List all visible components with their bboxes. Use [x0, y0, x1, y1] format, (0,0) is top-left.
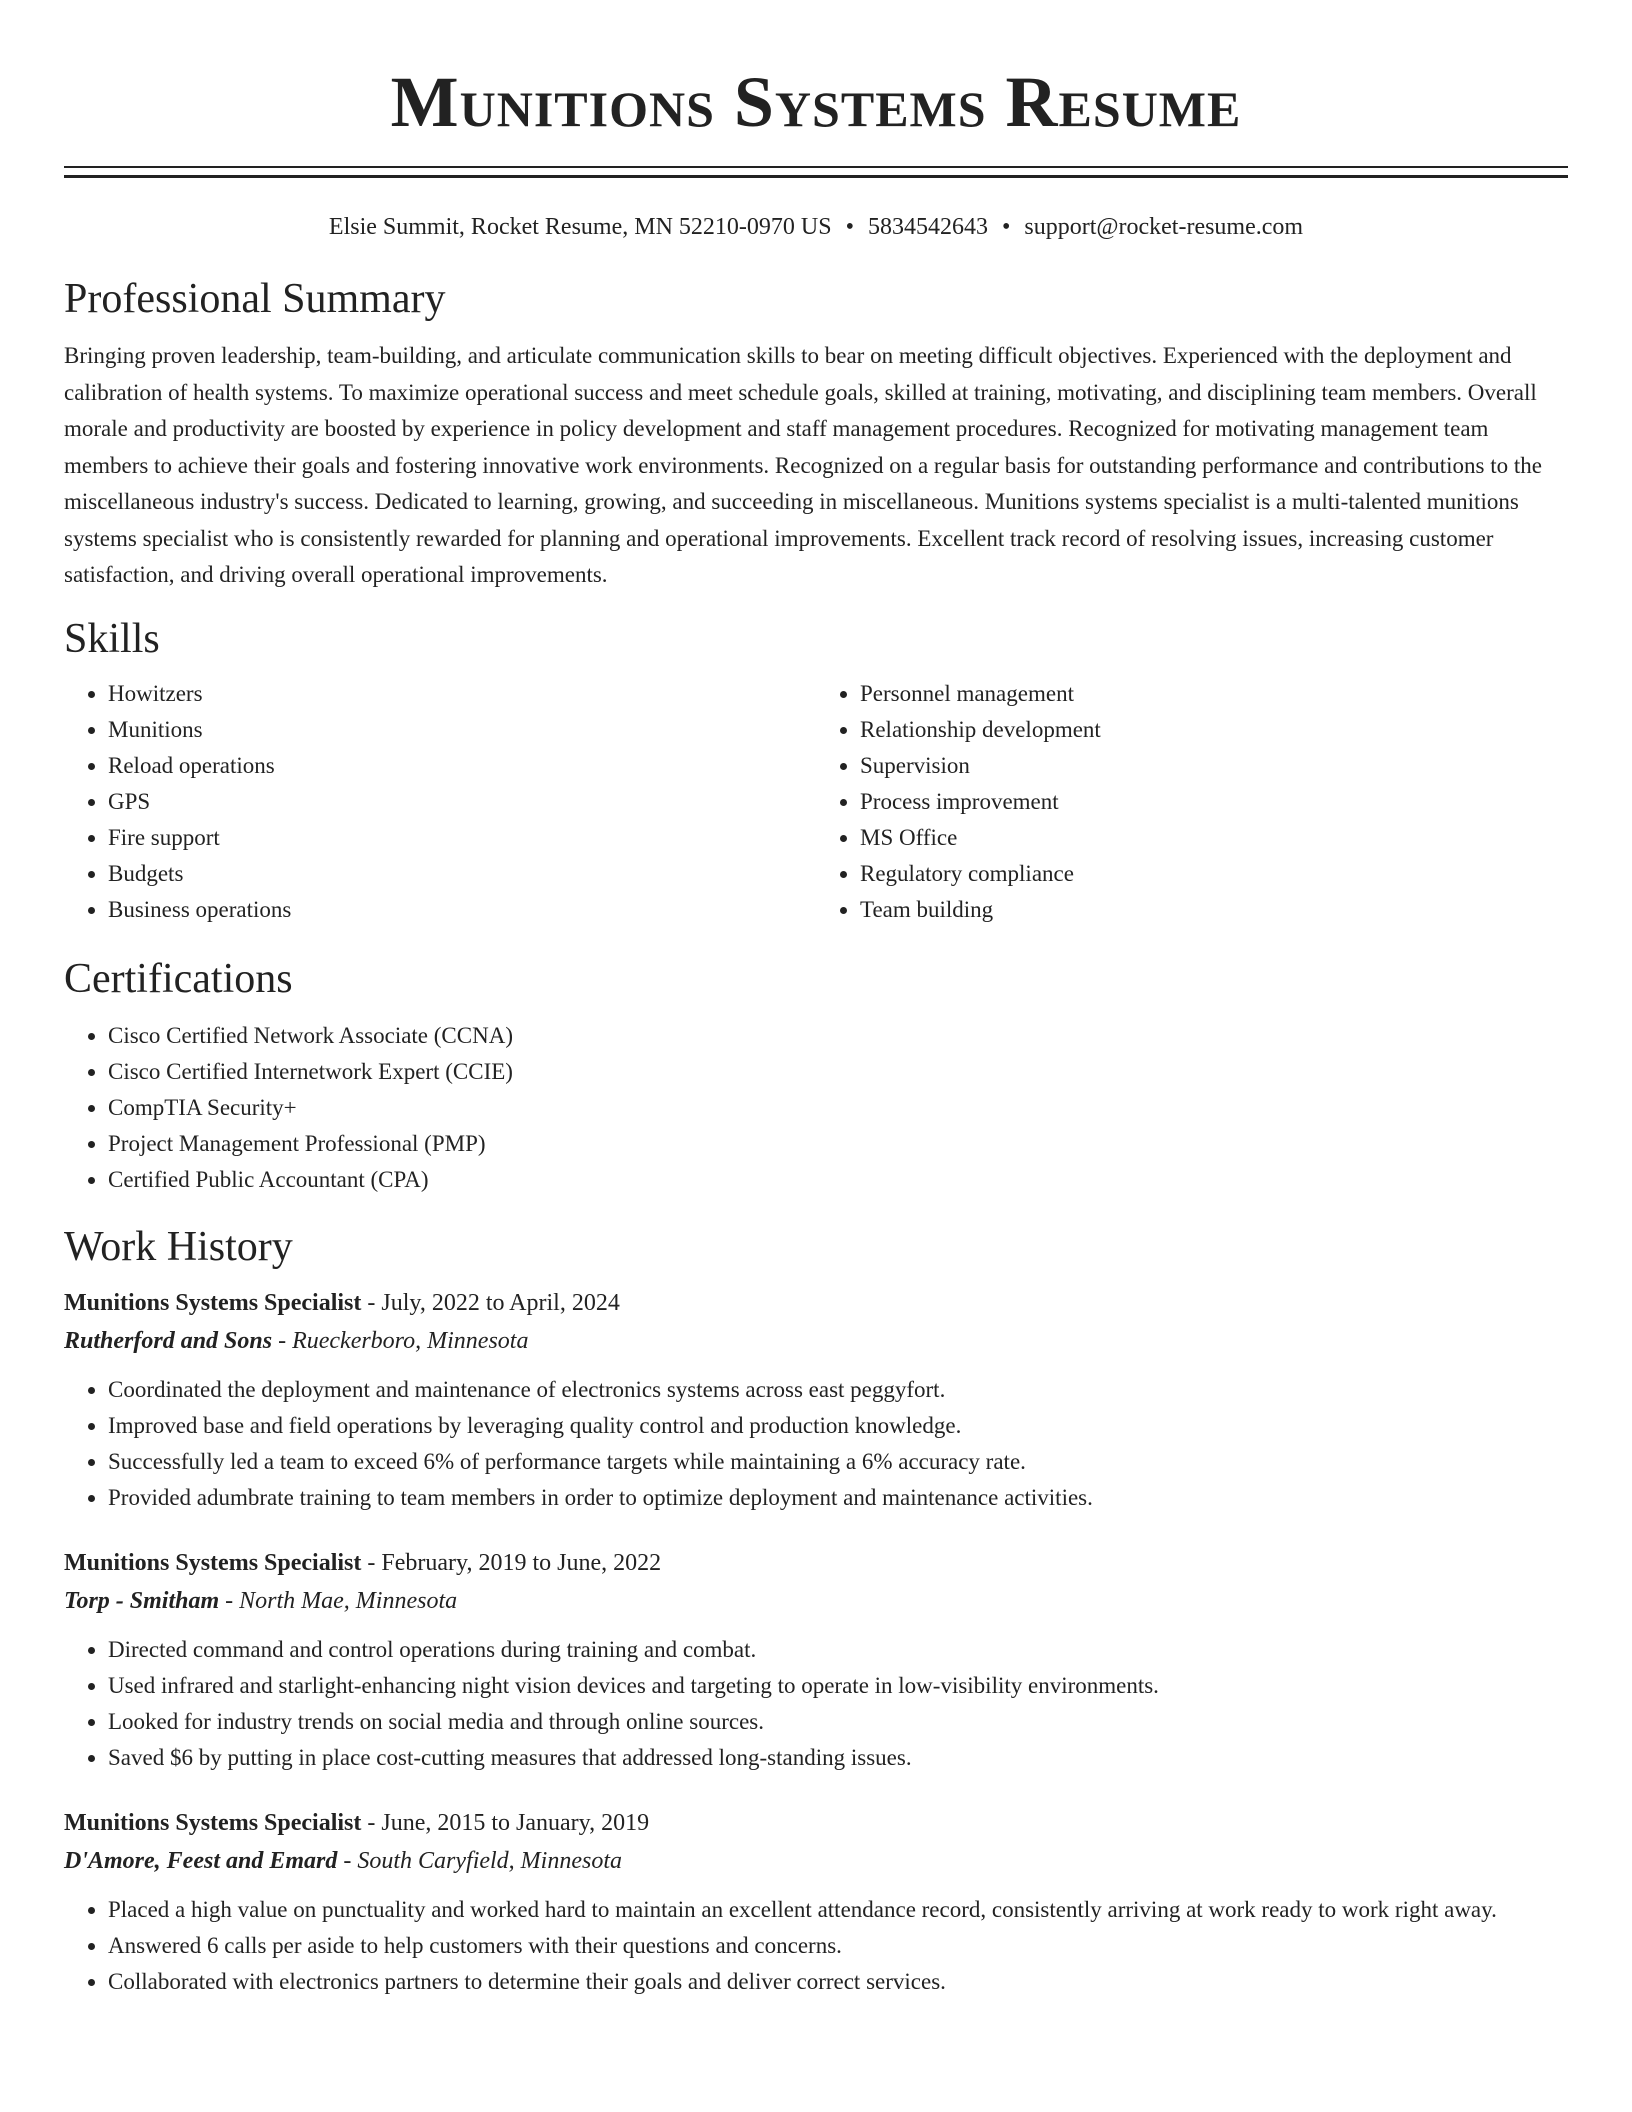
- skill-item: • GPS: [108, 784, 816, 820]
- contact-email: support@rocket-resume.com: [1024, 214, 1304, 240]
- contact-line: [64, 212, 1568, 242]
- certification-item: • Certified Public Accountant (CPA): [108, 1162, 1568, 1198]
- skill-item: • Business operations: [108, 892, 816, 928]
- divider-line-bottom: [64, 175, 1568, 178]
- job-dates: - February, 2019 to June, 2022: [361, 1549, 662, 1576]
- job-company: Torp - Smitham: [64, 1587, 220, 1614]
- title-divider: [64, 166, 1568, 178]
- job-bullet: • Successfully led a team to exceed 6% of performance targets while maintaining a 6% accuracy rate.: [108, 1444, 1568, 1480]
- job-company-line: [64, 1842, 1568, 1880]
- skill-item: • Budgets: [108, 856, 816, 892]
- job-bullet: • Answered 6 calls per aside to help customers with their questions and concerns.: [108, 1928, 1568, 1964]
- certification-item: • Cisco Certified Network Associate (CCNA): [108, 1018, 1568, 1054]
- job-entry: [64, 1284, 1568, 1516]
- certifications-list: [64, 1018, 1568, 1198]
- skill-item: • Reload operations: [108, 748, 816, 784]
- certification-item: • CompTIA Security+: [108, 1090, 1568, 1126]
- job-entry: [64, 1544, 1568, 1776]
- job-bullets: [64, 1632, 1568, 1776]
- contact-phone: 5834542643: [867, 214, 988, 240]
- job-bullet: • Improved base and field operations by leveraging quality control and production knowledge.: [108, 1408, 1568, 1444]
- contact-separator: •: [1001, 214, 1011, 240]
- certifications-heading: Certifications: [64, 955, 293, 1002]
- contact-separator: •: [845, 214, 854, 240]
- skills-column-left: [64, 676, 816, 928]
- job-dates: - July, 2022 to April, 2024: [361, 1289, 620, 1316]
- job-bullets: [64, 1372, 1568, 1516]
- skills-list: [64, 676, 1568, 928]
- skill-item: • Process improvement: [860, 784, 1568, 820]
- job-bullet: • Saved $6 by putting in place cost-cutting measures that addressed long-standing issues.: [108, 1740, 1568, 1776]
- job-bullet: • Used infrared and starlight-enhancing night vision devices and targeting to operate in low-visibility environments.: [108, 1668, 1568, 1704]
- skill-item: • Howitzers: [108, 676, 816, 712]
- skill-item: • Munitions: [108, 712, 816, 748]
- work-history-heading: Work History: [64, 1223, 293, 1270]
- job-bullet: • Collaborated with electronics partners to determine their goals and deliver correct services.: [108, 1964, 1568, 2000]
- skills-heading: Skills: [64, 615, 160, 662]
- job-bullet: • Provided adumbrate training to team members in order to optimize deployment and maintenance activities.: [108, 1480, 1568, 1516]
- job-bullets: [64, 1892, 1568, 2000]
- resume-title: Munitions Systems Resume: [390, 62, 1242, 142]
- skill-item: • MS Office: [860, 820, 1568, 856]
- skill-item: • Supervision: [860, 748, 1568, 784]
- certification-item: • Project Management Professional (PMP): [108, 1126, 1568, 1162]
- job-title: Munitions Systems Specialist: [64, 1549, 362, 1576]
- job-bullet: • Coordinated the deployment and maintenance of electronics systems across east peggyfort.: [108, 1372, 1568, 1408]
- skill-item: • Regulatory compliance: [860, 856, 1568, 892]
- job-location: - South Caryfield, Minnesota: [337, 1847, 622, 1874]
- skill-item: • Fire support: [108, 820, 816, 856]
- job-bullet: • Placed a high value on punctuality and worked hard to maintain an excellent attendance record, consistently arriving at work ready to work right away.: [108, 1892, 1568, 1928]
- job-location: - North Mae, Minnesota: [219, 1587, 458, 1614]
- job-title: Munitions Systems Specialist: [64, 1809, 362, 1836]
- certification-item: • Cisco Certified Internetwork Expert (CCIE): [108, 1054, 1568, 1090]
- job-company: D'Amore, Feest and Emard: [64, 1847, 338, 1874]
- job-title-line: [64, 1804, 1568, 1842]
- job-company-line: [64, 1322, 1568, 1360]
- contact-address: Elsie Summit, Rocket Resume, MN 52210-0970 US: [328, 214, 832, 240]
- skill-item: • Team building: [860, 892, 1568, 928]
- job-title-line: [64, 1544, 1568, 1582]
- skill-item: • Personnel management: [860, 676, 1568, 712]
- job-company-line: [64, 1582, 1568, 1620]
- skill-item: • Relationship development: [860, 712, 1568, 748]
- job-dates: - June, 2015 to January, 2019: [361, 1809, 650, 1836]
- skills-column-right: [816, 676, 1568, 928]
- summary-text: Bringing proven leadership, team-building, and articulate communication skills to bear on meeting difficult objectives. Experienced with the deployment and calibration of health systems. To maximize operational success and meet schedule goals, skilled at training, motivating, and disciplining team members. Overall morale and productivity are boosted by experience in policy development and staff management procedures. Recognized for motivating management team members to achieve their goals and fostering innovative work environments. Recognized on a regular basis for outstanding performance and contributions to the miscellaneous industry's success. Dedicated to learning, growing, and succeeding in miscellaneous. Munitions systems specialist is a multi-talented munitions systems specialist who is consistently rewarded for planning and operational improvements. Excellent track record of resolving issues, increasing customer satisfaction, and driving overall operational improvements.: [64, 343, 1542, 587]
- job-title-line: [64, 1284, 1568, 1322]
- job-title: Munitions Systems Specialist: [64, 1289, 362, 1316]
- divider-line-top: [64, 166, 1568, 168]
- job-entry: [64, 1804, 1568, 2000]
- job-bullet: • Looked for industry trends on social media and through online sources.: [108, 1704, 1568, 1740]
- job-location: - Rueckerboro, Minnesota: [272, 1327, 529, 1354]
- summary-heading: Professional Summary: [64, 276, 446, 322]
- job-bullet: • Directed command and control operations during training and combat.: [108, 1632, 1568, 1668]
- job-company: Rutherford and Sons: [64, 1327, 273, 1354]
